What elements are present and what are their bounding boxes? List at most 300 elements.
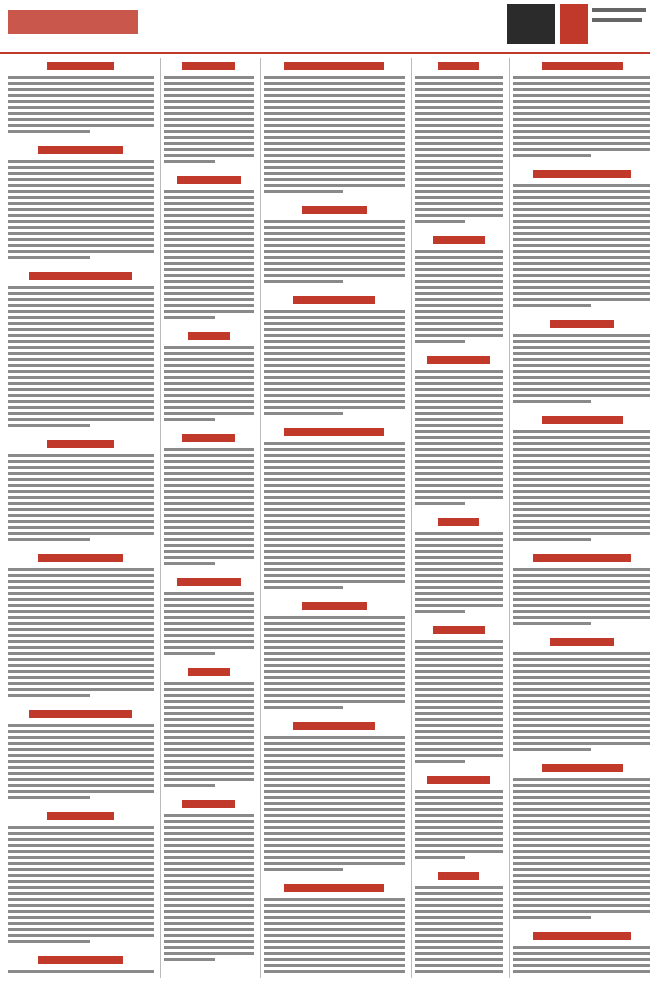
article-text-line bbox=[8, 838, 154, 841]
article-text-line bbox=[415, 934, 503, 937]
article-text-line bbox=[164, 850, 254, 853]
article-text-line bbox=[8, 736, 154, 739]
article-text-line bbox=[264, 136, 405, 139]
article-text-line bbox=[264, 586, 343, 589]
article-text-line bbox=[8, 622, 154, 625]
article-text-line bbox=[264, 400, 405, 403]
article-text-line bbox=[264, 472, 405, 475]
article-text-line bbox=[415, 454, 503, 457]
article-text-line bbox=[513, 430, 650, 433]
article-text-line bbox=[513, 742, 650, 745]
article-text-line bbox=[264, 190, 343, 193]
article-text-line bbox=[8, 328, 154, 331]
article-text-line bbox=[164, 304, 254, 307]
article-text-line bbox=[164, 922, 254, 925]
article-text-line bbox=[415, 430, 503, 433]
article-text-line bbox=[415, 418, 503, 421]
article-text-line bbox=[513, 88, 650, 91]
article-text-line bbox=[415, 568, 503, 571]
article-text-line bbox=[415, 544, 503, 547]
article-text-line bbox=[164, 820, 254, 823]
article-text-line bbox=[513, 196, 650, 199]
article-text-line bbox=[8, 238, 154, 241]
article-text-line bbox=[415, 382, 503, 385]
article-text-line bbox=[415, 202, 503, 205]
article-text-line bbox=[415, 388, 503, 391]
article-text-line bbox=[8, 76, 154, 79]
article-text-line bbox=[264, 670, 405, 673]
article-text-line bbox=[164, 526, 254, 529]
article-text-line bbox=[8, 874, 154, 877]
article-text-line bbox=[415, 856, 465, 859]
article-text-line bbox=[415, 166, 503, 169]
article-text-line bbox=[164, 814, 254, 817]
article-text-line bbox=[8, 880, 154, 883]
article-text-line bbox=[264, 826, 405, 829]
article-text-line bbox=[164, 898, 254, 901]
article-text-line bbox=[264, 760, 405, 763]
article-text-line bbox=[513, 862, 650, 865]
article-text-line bbox=[164, 862, 254, 865]
article-text-line bbox=[513, 520, 650, 523]
article-text-line bbox=[264, 94, 405, 97]
article-text-line bbox=[8, 250, 154, 253]
article-text-line bbox=[513, 220, 650, 223]
article-text-line bbox=[8, 340, 154, 343]
column-rule bbox=[509, 58, 510, 978]
article-text-line bbox=[264, 406, 405, 409]
article-text-line bbox=[264, 364, 405, 367]
article-text-line bbox=[264, 850, 405, 853]
article-headline bbox=[182, 62, 235, 70]
article-text-line bbox=[264, 532, 405, 535]
article-headline bbox=[284, 884, 384, 892]
column-rule bbox=[160, 58, 161, 978]
article-text-line bbox=[264, 100, 405, 103]
article-text-line bbox=[513, 286, 650, 289]
article-text-line bbox=[8, 376, 154, 379]
article-text-line bbox=[264, 154, 405, 157]
article-text-line bbox=[264, 838, 405, 841]
article-text-line bbox=[264, 160, 405, 163]
article-text-line bbox=[264, 622, 405, 625]
article-text-line bbox=[415, 898, 503, 901]
article-text-line bbox=[513, 784, 650, 787]
article-text-line bbox=[415, 682, 503, 685]
article-text-line bbox=[8, 760, 154, 763]
article-text-line bbox=[264, 628, 405, 631]
article-text-line bbox=[513, 334, 650, 337]
article-text-line bbox=[415, 958, 503, 961]
article-text-line bbox=[264, 262, 405, 265]
article-text-line bbox=[513, 916, 591, 919]
article-text-line bbox=[415, 154, 503, 157]
article-text-line bbox=[264, 268, 405, 271]
article-text-line bbox=[513, 706, 650, 709]
article-text-line bbox=[164, 196, 254, 199]
article-text-line bbox=[415, 646, 503, 649]
article-text-line bbox=[415, 442, 503, 445]
article-text-line bbox=[264, 964, 405, 967]
article-text-line bbox=[164, 874, 254, 877]
article-text-line bbox=[164, 844, 254, 847]
article-text-line bbox=[164, 700, 254, 703]
article-headline bbox=[177, 578, 241, 586]
article-text-line bbox=[8, 334, 154, 337]
article-text-line bbox=[264, 808, 405, 811]
article-text-line bbox=[264, 352, 405, 355]
article-text-line bbox=[415, 412, 503, 415]
article-headline bbox=[302, 602, 367, 610]
article-text-line bbox=[415, 502, 465, 505]
article-text-line bbox=[264, 310, 405, 313]
article-text-line bbox=[513, 208, 650, 211]
article-text-line bbox=[264, 814, 405, 817]
article-headline bbox=[533, 932, 631, 940]
article-text-line bbox=[8, 526, 154, 529]
article-headline bbox=[29, 710, 132, 718]
article-text-line bbox=[513, 724, 650, 727]
article-text-line bbox=[415, 424, 503, 427]
article-text-line bbox=[513, 262, 650, 265]
article-text-line bbox=[164, 268, 254, 271]
article-text-line bbox=[164, 316, 215, 319]
article-text-line bbox=[415, 640, 503, 643]
article-text-line bbox=[513, 292, 650, 295]
article-text-line bbox=[264, 328, 405, 331]
article-text-line bbox=[264, 646, 405, 649]
article-text-line bbox=[164, 604, 254, 607]
article-text-line bbox=[264, 232, 405, 235]
article-text-line bbox=[513, 856, 650, 859]
article-text-line bbox=[164, 550, 254, 553]
article-text-line bbox=[513, 304, 591, 307]
article-text-line bbox=[164, 652, 215, 655]
article-text-line bbox=[164, 724, 254, 727]
article-text-line bbox=[164, 106, 254, 109]
article-text-line bbox=[415, 808, 503, 811]
article-text-line bbox=[164, 634, 254, 637]
article-text-line bbox=[164, 160, 215, 163]
article-text-line bbox=[415, 460, 503, 463]
article-text-line bbox=[8, 928, 154, 931]
article-text-line bbox=[513, 190, 650, 193]
article-text-line bbox=[164, 880, 254, 883]
article-text-line bbox=[415, 910, 503, 913]
article-text-line bbox=[164, 244, 254, 247]
article-text-line bbox=[415, 556, 503, 559]
article-headline bbox=[47, 812, 114, 820]
article-text-line bbox=[264, 250, 405, 253]
article-text-line bbox=[264, 490, 405, 493]
article-text-line bbox=[8, 112, 154, 115]
article-text-line bbox=[8, 304, 154, 307]
article-text-line bbox=[513, 718, 650, 721]
article-text-line bbox=[164, 832, 254, 835]
article-text-line bbox=[8, 892, 154, 895]
article-text-line bbox=[513, 202, 650, 205]
article-text-line bbox=[415, 964, 503, 967]
article-text-line bbox=[264, 676, 405, 679]
article-text-line bbox=[264, 382, 405, 385]
article-text-line bbox=[8, 166, 154, 169]
column-rule bbox=[411, 58, 412, 978]
article-text-line bbox=[164, 856, 254, 859]
article-text-line bbox=[264, 562, 405, 565]
article-text-line bbox=[415, 310, 503, 313]
article-text-line bbox=[164, 460, 254, 463]
article-text-line bbox=[8, 454, 154, 457]
article-text-line bbox=[164, 382, 254, 385]
article-text-line bbox=[8, 634, 154, 637]
article-text-line bbox=[415, 82, 503, 85]
article-text-line bbox=[415, 148, 503, 151]
article-text-line bbox=[164, 892, 254, 895]
article-text-line bbox=[513, 490, 650, 493]
article-text-line bbox=[264, 388, 405, 391]
article-text-line bbox=[8, 400, 154, 403]
article-text-line bbox=[264, 856, 405, 859]
article-text-line bbox=[415, 574, 503, 577]
article-text-line bbox=[164, 904, 254, 907]
article-text-line bbox=[513, 502, 650, 505]
article-text-line bbox=[513, 730, 650, 733]
article-text-line bbox=[513, 244, 650, 247]
article-text-line bbox=[415, 802, 503, 805]
article-text-line bbox=[264, 112, 405, 115]
article-text-line bbox=[8, 640, 154, 643]
article-text-line bbox=[8, 472, 154, 475]
article-text-line bbox=[8, 610, 154, 613]
article-text-line bbox=[264, 658, 405, 661]
article-text-line bbox=[513, 478, 650, 481]
article-text-line bbox=[164, 712, 254, 715]
article-text-line bbox=[8, 178, 154, 181]
article-text-line bbox=[264, 970, 405, 973]
article-text-line bbox=[513, 652, 650, 655]
article-text-line bbox=[8, 256, 90, 259]
article-text-line bbox=[264, 910, 405, 913]
article-text-line bbox=[513, 526, 650, 529]
article-text-line bbox=[415, 586, 503, 589]
article-text-line bbox=[164, 718, 254, 721]
article-headline bbox=[438, 872, 479, 880]
article-text-line bbox=[164, 958, 215, 961]
article-text-line bbox=[415, 928, 503, 931]
article-headline bbox=[182, 800, 235, 808]
article-headline bbox=[188, 332, 230, 340]
article-text-line bbox=[264, 898, 405, 901]
article-text-line bbox=[164, 370, 254, 373]
article-text-line bbox=[8, 586, 154, 589]
article-text-line bbox=[513, 532, 650, 535]
article-text-line bbox=[415, 256, 503, 259]
article-text-line bbox=[8, 628, 154, 631]
article-text-line bbox=[8, 598, 154, 601]
article-text-line bbox=[264, 520, 405, 523]
article-text-line bbox=[164, 298, 254, 301]
article-text-line bbox=[513, 118, 650, 121]
article-text-line bbox=[415, 130, 503, 133]
article-text-line bbox=[415, 694, 503, 697]
article-text-line bbox=[164, 628, 254, 631]
article-headline bbox=[433, 236, 485, 244]
article-text-line bbox=[415, 328, 503, 331]
article-text-line bbox=[415, 436, 503, 439]
article-text-line bbox=[8, 652, 154, 655]
article-text-line bbox=[513, 904, 650, 907]
article-text-line bbox=[415, 688, 503, 691]
article-text-line bbox=[164, 916, 254, 919]
article-text-line bbox=[264, 460, 405, 463]
article-text-line bbox=[164, 82, 254, 85]
article-text-line bbox=[415, 814, 503, 817]
article-text-line bbox=[164, 154, 254, 157]
article-text-line bbox=[415, 280, 503, 283]
article-text-line bbox=[164, 538, 254, 541]
article-text-line bbox=[415, 796, 503, 799]
article-text-line bbox=[513, 658, 650, 661]
article-text-line bbox=[415, 292, 503, 295]
article-headline bbox=[188, 668, 230, 676]
article-text-line bbox=[8, 580, 154, 583]
article-text-line bbox=[164, 766, 254, 769]
article-text-line bbox=[264, 694, 405, 697]
article-headline bbox=[293, 296, 375, 304]
article-text-line bbox=[513, 232, 650, 235]
date-line bbox=[592, 8, 646, 12]
article-text-line bbox=[513, 484, 650, 487]
article-text-line bbox=[8, 202, 154, 205]
article-text-line bbox=[264, 442, 405, 445]
article-text-line bbox=[264, 922, 405, 925]
article-text-line bbox=[415, 88, 503, 91]
article-text-line bbox=[513, 436, 650, 439]
article-text-line bbox=[8, 394, 154, 397]
page-number-badge bbox=[560, 4, 588, 44]
article-text-line bbox=[513, 514, 650, 517]
article-text-line bbox=[513, 352, 650, 355]
article-text-line bbox=[264, 220, 405, 223]
article-headline bbox=[29, 272, 132, 280]
article-text-line bbox=[415, 394, 503, 397]
article-text-line bbox=[513, 574, 650, 577]
page-header bbox=[0, 0, 650, 54]
article-text-line bbox=[164, 256, 254, 259]
article-text-line bbox=[415, 490, 503, 493]
article-text-line bbox=[164, 742, 254, 745]
article-text-line bbox=[164, 646, 254, 649]
article-text-line bbox=[8, 358, 154, 361]
article-text-line bbox=[8, 592, 154, 595]
article-text-line bbox=[415, 94, 503, 97]
article-text-line bbox=[513, 964, 650, 967]
article-text-line bbox=[8, 790, 154, 793]
article-text-line bbox=[264, 778, 405, 781]
article-text-line bbox=[164, 214, 254, 217]
article-text-line bbox=[164, 520, 254, 523]
article-text-line bbox=[8, 196, 154, 199]
article-text-line bbox=[415, 274, 503, 277]
article-text-line bbox=[264, 574, 405, 577]
article-headline bbox=[38, 146, 123, 154]
article-text-line bbox=[264, 280, 343, 283]
article-text-line bbox=[164, 826, 254, 829]
article-text-line bbox=[8, 514, 154, 517]
article-text-line bbox=[8, 88, 154, 91]
article-headline bbox=[284, 428, 384, 436]
article-text-line bbox=[164, 232, 254, 235]
article-text-line bbox=[415, 400, 503, 403]
article-text-line bbox=[513, 868, 650, 871]
article-text-line bbox=[8, 694, 90, 697]
article-text-line bbox=[8, 412, 154, 415]
article-text-line bbox=[8, 508, 154, 511]
article-text-line bbox=[264, 526, 405, 529]
article-text-line bbox=[164, 694, 254, 697]
article-text-line bbox=[8, 478, 154, 481]
article-text-line bbox=[513, 886, 650, 889]
article-text-line bbox=[164, 868, 254, 871]
article-text-line bbox=[8, 460, 154, 463]
article-text-line bbox=[8, 418, 154, 421]
article-headline bbox=[427, 356, 490, 364]
article-text-line bbox=[415, 940, 503, 943]
article-text-line bbox=[164, 406, 254, 409]
article-headline bbox=[177, 176, 241, 184]
article-text-line bbox=[513, 148, 650, 151]
article-text-line bbox=[164, 496, 254, 499]
article-text-line bbox=[8, 310, 154, 313]
article-text-line bbox=[513, 346, 650, 349]
article-text-line bbox=[164, 310, 254, 313]
article-text-line bbox=[8, 190, 154, 193]
article-text-line bbox=[164, 88, 254, 91]
article-text-line bbox=[8, 424, 90, 427]
article-text-line bbox=[264, 736, 405, 739]
article-text-line bbox=[264, 754, 405, 757]
article-text-line bbox=[415, 304, 503, 307]
article-text-line bbox=[415, 466, 503, 469]
article-headline bbox=[293, 722, 375, 730]
article-headline bbox=[542, 764, 623, 772]
article-text-line bbox=[264, 274, 405, 277]
article-text-line bbox=[513, 670, 650, 673]
article-text-line bbox=[415, 760, 465, 763]
article-text-line bbox=[513, 382, 650, 385]
article-text-line bbox=[415, 892, 503, 895]
article-text-line bbox=[415, 658, 503, 661]
article-text-line bbox=[415, 664, 503, 667]
article-text-line bbox=[415, 652, 503, 655]
masthead-logo bbox=[8, 10, 138, 34]
article-text-line bbox=[264, 652, 405, 655]
article-text-line bbox=[8, 520, 154, 523]
article-text-line bbox=[8, 670, 154, 673]
article-text-line bbox=[264, 688, 405, 691]
article-text-line bbox=[164, 394, 254, 397]
article-text-line bbox=[164, 94, 254, 97]
article-text-line bbox=[8, 94, 154, 97]
article-text-line bbox=[164, 220, 254, 223]
column-rule bbox=[260, 58, 261, 978]
article-text-line bbox=[8, 370, 154, 373]
article-text-line bbox=[264, 82, 405, 85]
article-text-line bbox=[164, 376, 254, 379]
article-text-line bbox=[164, 706, 254, 709]
article-text-line bbox=[8, 496, 154, 499]
article-headline bbox=[38, 956, 123, 964]
